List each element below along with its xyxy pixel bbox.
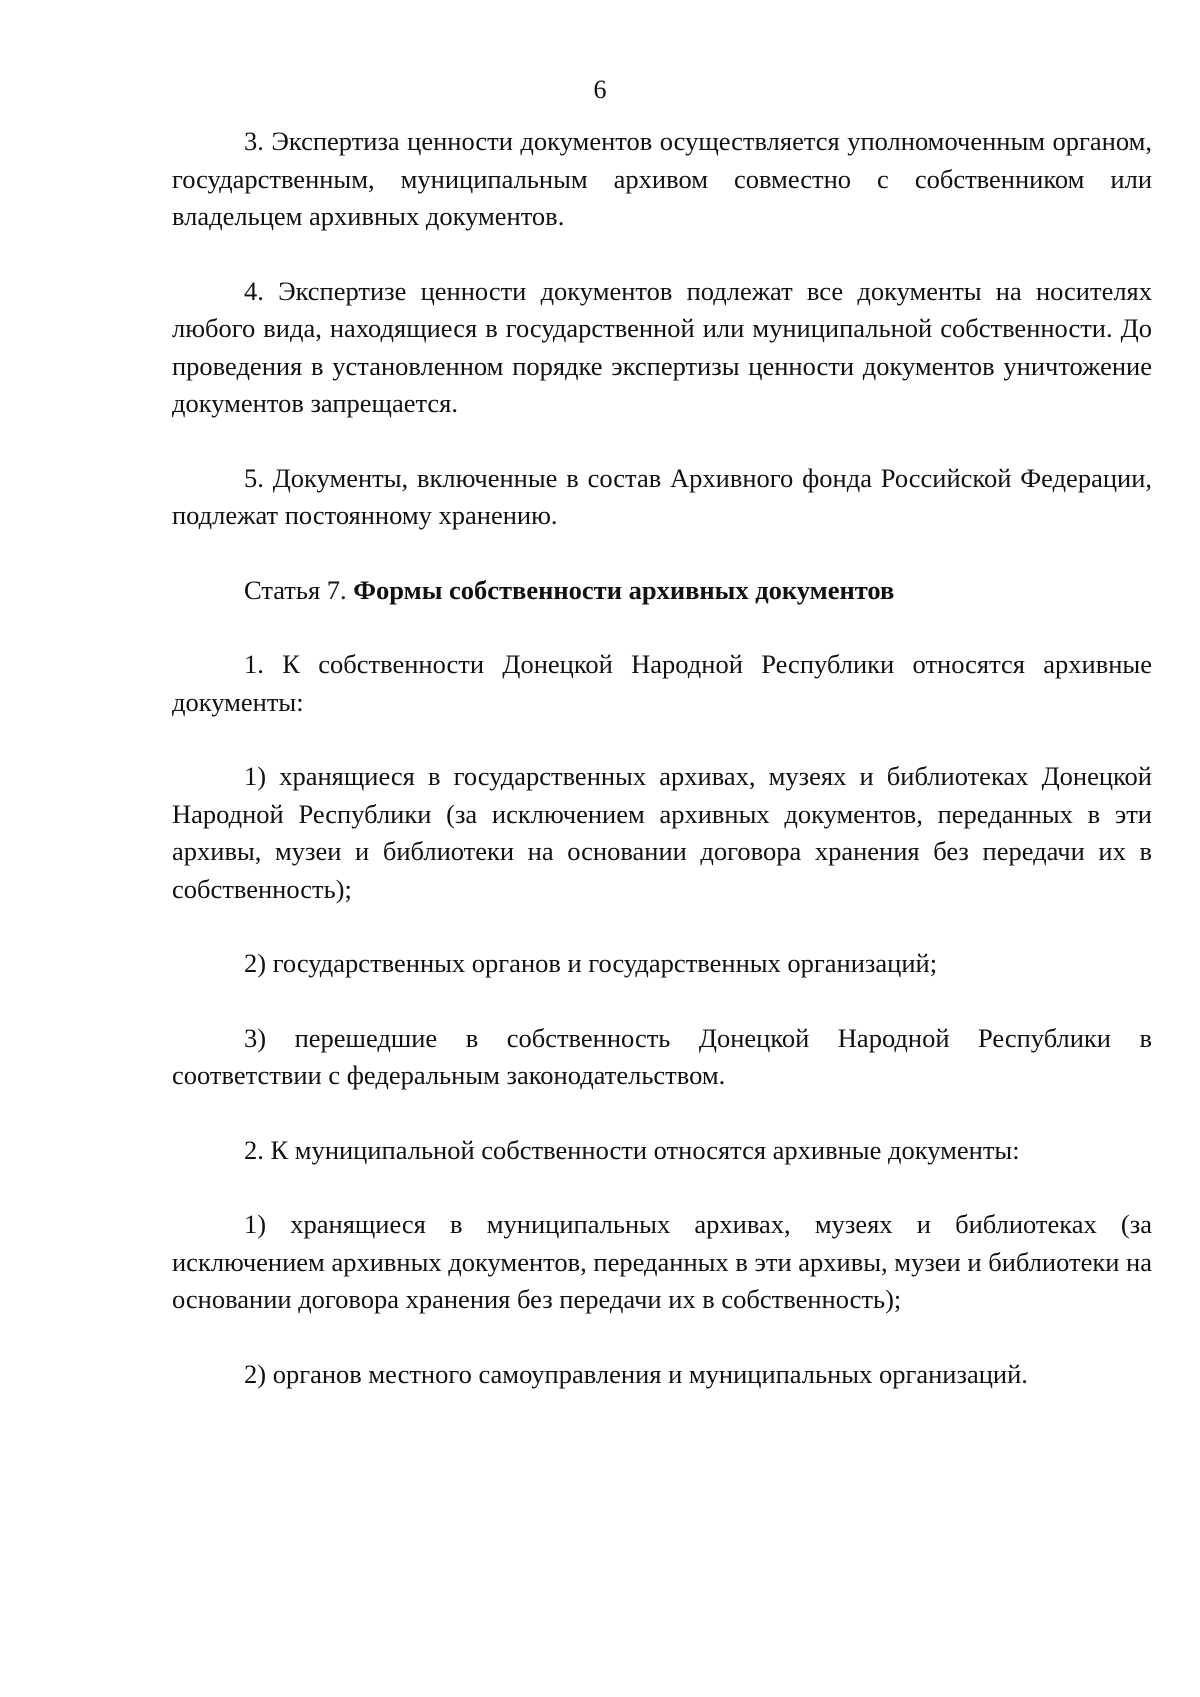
paragraph-gap: [172, 983, 1152, 1020]
document-body: [172, 123, 1152, 1393]
paragraph-gap: [172, 908, 1152, 945]
paragraph-gap: [172, 1169, 1152, 1206]
article-item-1-3: 3) перешедшие в собственность Донецкой Народной Республики в соответствии с федеральным законодательством.: [172, 1022, 1152, 1090]
paragraph-gap: [172, 1095, 1152, 1132]
paragraph-gap: [172, 609, 1152, 646]
article-item-1-1: 1) хранящиеся в государственных архивах, музеях и библиотеках Донецкой Народной Республики (за исключением архивных документов, переданных в эти архивы, музеи и библиотеки на основании договора хранения без передачи их в собственность);: [172, 761, 1152, 904]
article-item-1-2: 2) государственных органов и государственных организаций;: [244, 948, 938, 978]
paragraph-4: 4. Экспертизе ценности документов подлежат все документы на носителях любого вида, находящиеся в государственной или муниципальной собственности. До проведения в установленном порядке экспертизы ценности документов уничтожение документов запрещается.: [172, 275, 1152, 418]
paragraph-gap: [172, 535, 1152, 572]
article-paragraph-1: 1. К собственности Донецкой Народной Республики относятся архивные документы:: [172, 649, 1152, 717]
paragraph-3: 3. Экспертиза ценности документов осуществляется уполномоченным органом, государственным, муниципальным архивом совместно с собственником или владельцем архивных документов.: [172, 126, 1152, 231]
article-title: Формы собственности архивных документов: [353, 574, 895, 605]
page-number: 6: [593, 75, 607, 104]
article-item-2-2: 2) органов местного самоуправления и муниципальных организаций.: [244, 1358, 1028, 1389]
paragraph-gap: [172, 721, 1152, 758]
paragraph-5: 5. Документы, включенные в состав Архивного фонда Российской Федерации, подлежат постоянному хранению.: [172, 462, 1152, 530]
article-paragraph-2: 2. К муниципальной собственности относятся архивные документы:: [244, 1134, 1020, 1165]
article-heading: [172, 572, 1152, 610]
article-item-2-1: 1) хранящиеся в муниципальных архивах, музеях и библиотеках (за исключением архивных документов, переданных в эти архивы, музеи и библиотеки на основании договора хранения без передачи их в собственность);: [172, 1209, 1152, 1314]
paragraph-gap: [172, 236, 1152, 273]
paragraph-gap: [172, 1319, 1152, 1356]
article-prefix: Статья 7.: [244, 574, 354, 605]
paragraph-gap: [172, 423, 1152, 460]
